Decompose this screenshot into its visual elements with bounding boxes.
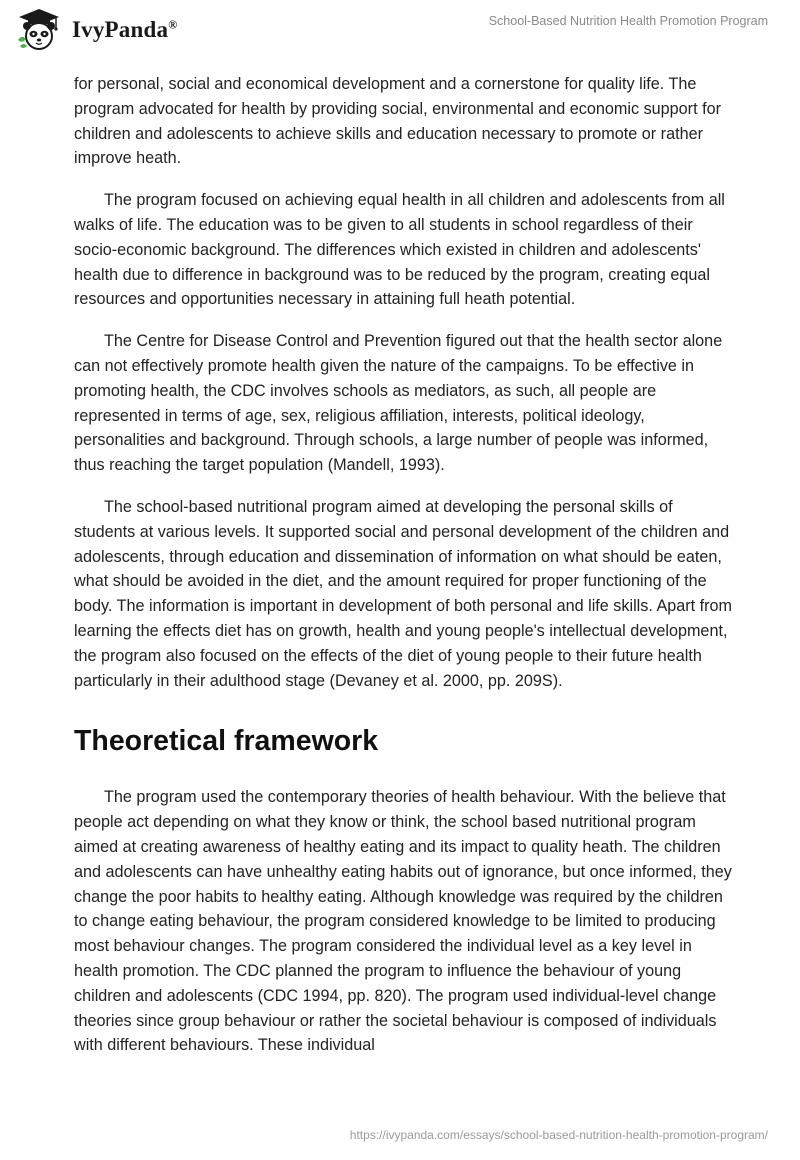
panda-logo-icon [14, 8, 64, 52]
paragraph: for personal, social and economical development and a cornerstone for quality life. The program advocated for health by providing social, environmental and economic support for children and adolescents to achieve skills and education necessary to promote or rather improve heath. [74, 75, 721, 168]
paragraph: The program used the contemporary theories of health behaviour. With the believe that people act depending on what they know or think, the school based nutritional program aimed at creating awareness of healthy eating and its impact to quality heath. The children and adolescents can have unhealthy eating habits out of ignorance, but once informed, they change the poor habits to healthy eating. Although knowledge was required by the children to change eating behaviour, the program considered knowledge to be limited to producing most behaviour changes. The program considered the individual level as a key level in health promotion. The CDC planned the program to influence the behaviour of young children and adolescents (CDC 1994, pp. 820). The program used individual-level change theories since group behaviour or rather the societal behaviour is composed of individuals with different behaviours. These individual [74, 788, 732, 1055]
source-url[interactable]: https://ivypanda.com/essays/school-based-nutrition-health-promotion-program/ [349, 1128, 768, 1142]
logo[interactable] [14, 8, 177, 52]
paragraph: The program focused on achieving equal health in all children and adolescents from all walks of life. The education was to be given to all students in school regardless of their socio-economic background. The differences which existed in children and adolescents' health due to difference in background was to be reduced by the program, creating equal resources and opportunities necessary in attaining full heath potential. [74, 191, 725, 309]
document-title: School-Based Nutrition Health Promotion Program [488, 14, 768, 28]
registered-mark: ® [168, 17, 178, 32]
section-heading: Theoretical framework [74, 725, 379, 758]
logo-text: IvyPanda® [72, 17, 178, 42]
paragraph: The school-based nutritional program aimed at developing the personal skills of students at various levels. It supported social and personal development of the children and adolescents, through education and dissemination of information on what should be eaten, what should be avoided in the diet, and the amount required for proper functioning of the body. The information is important in development of both personal and life skills. Apart from learning the effects diet has on growth, health and young people's intellectual development, the program also focused on the effects of the diet of young people to their future health particularly in their adulthood stage (Devaney et al. 2000, pp. 209S). [74, 497, 733, 690]
page-header [0, 0, 800, 70]
paragraph: The Centre for Disease Control and Prevention figured out that the health sector alone can not effectively promote health given the nature of the campaigns. To be effective in promoting health, the CDC involves schools as mediators, as such, all people are represented in terms of age, sex, religious affiliation, interests, political ideology, personalities and background. Through schools, a large number of people was informed, thus reaching the target population (Mandell, 1993). [74, 332, 723, 475]
essay-content [74, 72, 734, 1075]
